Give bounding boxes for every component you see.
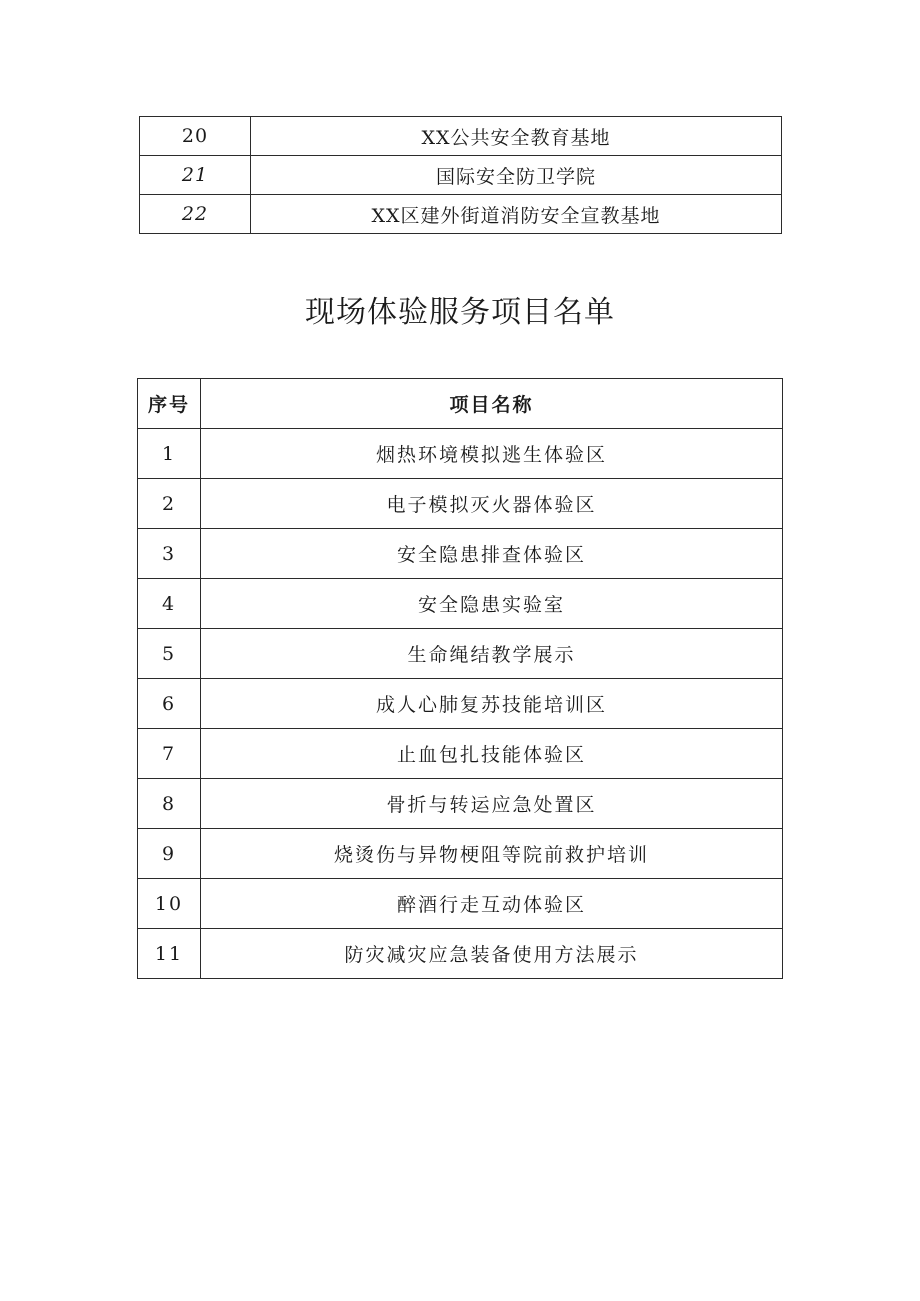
row-number: 2 [138, 479, 201, 529]
row-number: 4 [138, 579, 201, 629]
row-number: 6 [138, 679, 201, 729]
row-name: 醉酒行走互动体验区 [201, 879, 783, 929]
row-name: 成人心肺复苏技能培训区 [201, 679, 783, 729]
table-row [140, 117, 782, 156]
table-row [138, 429, 783, 479]
table-row [138, 479, 783, 529]
row-name: 骨折与转运应急处置区 [201, 779, 783, 829]
table-row [138, 829, 783, 879]
row-number: 11 [138, 929, 201, 979]
table-row [138, 929, 783, 979]
table-row [138, 879, 783, 929]
row-name: XX区建外街道消防安全宣教基地 [251, 195, 782, 234]
header-number: 序号 [138, 379, 201, 429]
table-row [138, 779, 783, 829]
page-title: 现场体验服务项目名单 [305, 295, 615, 330]
project-table [137, 378, 783, 979]
table-row [138, 579, 783, 629]
row-name: 安全隐患排查体验区 [201, 529, 783, 579]
row-number: 5 [138, 629, 201, 679]
table-row [140, 156, 782, 195]
row-number: 3 [138, 529, 201, 579]
continuation-table [139, 116, 782, 234]
row-number: 9 [138, 829, 201, 879]
row-name: 安全隐患实验室 [201, 579, 783, 629]
table-row [138, 529, 783, 579]
row-name: 烧烫伤与异物梗阻等院前救护培训 [201, 829, 783, 879]
table-header-row [138, 379, 783, 429]
table-row [138, 679, 783, 729]
row-name: 烟热环境模拟逃生体验区 [201, 429, 783, 479]
row-number: 7 [138, 729, 201, 779]
row-name: XX公共安全教育基地 [251, 117, 782, 156]
row-name: 电子模拟灭火器体验区 [201, 479, 783, 529]
row-number: 8 [138, 779, 201, 829]
table-row [140, 195, 782, 234]
row-name: 防灾减灾应急装备使用方法展示 [201, 929, 783, 979]
row-number: 10 [138, 879, 201, 929]
row-number: 21 [140, 156, 251, 195]
row-name: 国际安全防卫学院 [251, 156, 782, 195]
table-row [138, 729, 783, 779]
row-name: 生命绳结教学展示 [201, 629, 783, 679]
header-name: 项目名称 [201, 379, 783, 429]
row-number: 22 [140, 195, 251, 234]
row-number: 20 [140, 117, 251, 156]
row-name: 止血包扎技能体验区 [201, 729, 783, 779]
row-number: 1 [138, 429, 201, 479]
table-row [138, 629, 783, 679]
